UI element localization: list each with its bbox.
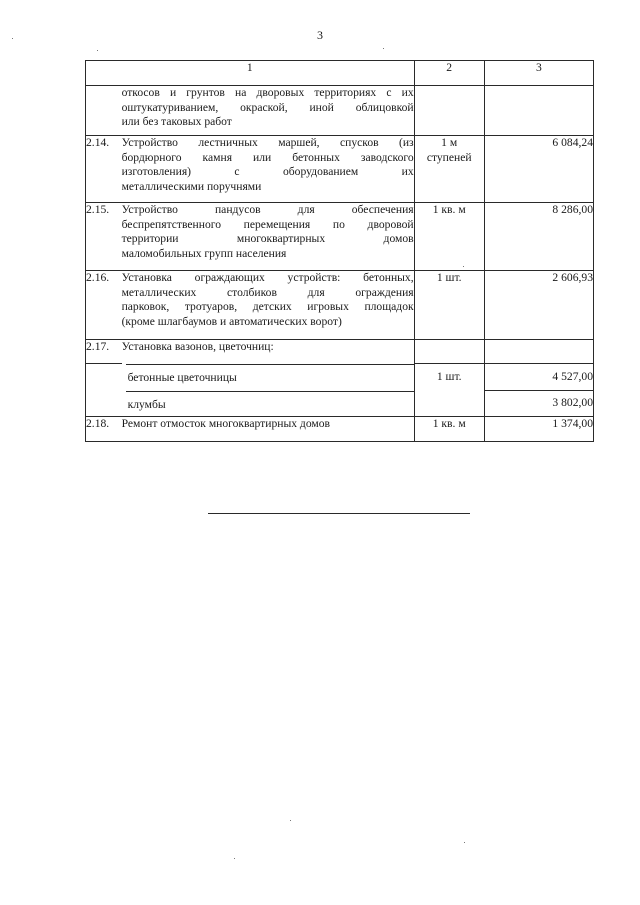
row-unit [414, 136, 484, 203]
description-line: (кроме шлагбаумов и автоматических ворот) [121, 314, 342, 328]
sub-item-price: 4 527,00 [484, 364, 593, 391]
row-price: 1 374,00 [484, 417, 593, 442]
sub-unit: 1 шт. [414, 364, 484, 417]
description-line: Ремонт отмосток многоквартирных домов [121, 417, 331, 430]
column-header-3: 3 [484, 61, 593, 86]
row-number: 2.16. [86, 271, 122, 340]
row-number: 2.15. [86, 203, 122, 271]
unit-line: 1 м [441, 136, 458, 149]
row-number: 2.18. [86, 417, 122, 442]
row-price: 2 606,93 [484, 271, 593, 340]
scan-speck [234, 858, 235, 859]
table-row [86, 417, 594, 442]
description-line: Установка вазонов, цветочниц: [121, 340, 274, 353]
table-header-row [86, 61, 594, 86]
row-description [122, 136, 415, 203]
description-line: беспрепятственного перемещения по дворовой [121, 217, 414, 231]
row-number [86, 86, 122, 136]
row-unit: 1 шт. [414, 271, 484, 340]
unit-line: ступеней [426, 150, 472, 164]
row-unit: 1 кв. м [414, 203, 484, 271]
row-description [122, 271, 415, 340]
description-line: Установка ограждающих устройств: бетонных, [121, 271, 414, 284]
sub-item-price: 3 802,00 [484, 391, 593, 417]
row-price: 8 286,00 [484, 203, 593, 271]
scan-speck [290, 820, 291, 821]
description-line: Устройство пандусов для обеспечения [121, 203, 414, 216]
row-price [484, 86, 593, 136]
description-line: металлических столбиков для ограждения [121, 285, 414, 299]
description-line: металлическими поручнями [121, 179, 262, 193]
row-price: 6 084,24 [484, 136, 593, 203]
sub-item-label: клумбы [127, 397, 166, 411]
scan-speck [383, 48, 384, 49]
description-line: или без таковых работ [121, 115, 232, 128]
row-description [122, 417, 415, 442]
page-number: 3 [317, 28, 323, 42]
column-header-2: 2 [414, 61, 484, 86]
row-number: 2.17. [86, 340, 122, 364]
row-description [122, 86, 415, 136]
column-header-1: 1 [86, 61, 415, 86]
scan-speck [463, 266, 464, 267]
table-row [86, 203, 594, 271]
sub-item-label: бетонные цветочницы [127, 370, 237, 384]
table-row [86, 136, 594, 203]
description-line: маломобильных групп населения [121, 246, 287, 260]
row-number: 2.14. [86, 136, 122, 203]
description-line: территории многоквартирных домов [121, 232, 414, 245]
sub-item [122, 364, 415, 391]
description-line: парковок, тротуаров, детских игровых площадок [121, 300, 414, 313]
row-description [122, 340, 415, 364]
row-unit [414, 340, 484, 364]
price-table [85, 60, 594, 442]
row-price [484, 340, 593, 364]
table-row [86, 340, 594, 364]
table-row [86, 271, 594, 340]
table-row [86, 391, 594, 417]
scan-speck [97, 50, 98, 51]
row-description [122, 203, 415, 271]
description-line: Устройство лестничных маршей, спусков (из [121, 136, 414, 149]
scan-speck [464, 842, 465, 843]
description-line: изготовления) с оборудованием их [121, 165, 414, 178]
table-row [86, 86, 594, 136]
table-row [86, 364, 594, 391]
scan-speck [12, 38, 13, 39]
row-unit: 1 кв. м [414, 417, 484, 442]
description-line: бордюрного камня или бетонных заводского [121, 150, 414, 164]
closing-rule [208, 513, 470, 514]
sub-item [122, 391, 415, 417]
description-line: откосов и грунтов на дворовых территориях с их [121, 86, 414, 99]
row-unit [414, 86, 484, 136]
description-line: оштукатуриванием, окраской, иной облицовкой [121, 100, 414, 114]
